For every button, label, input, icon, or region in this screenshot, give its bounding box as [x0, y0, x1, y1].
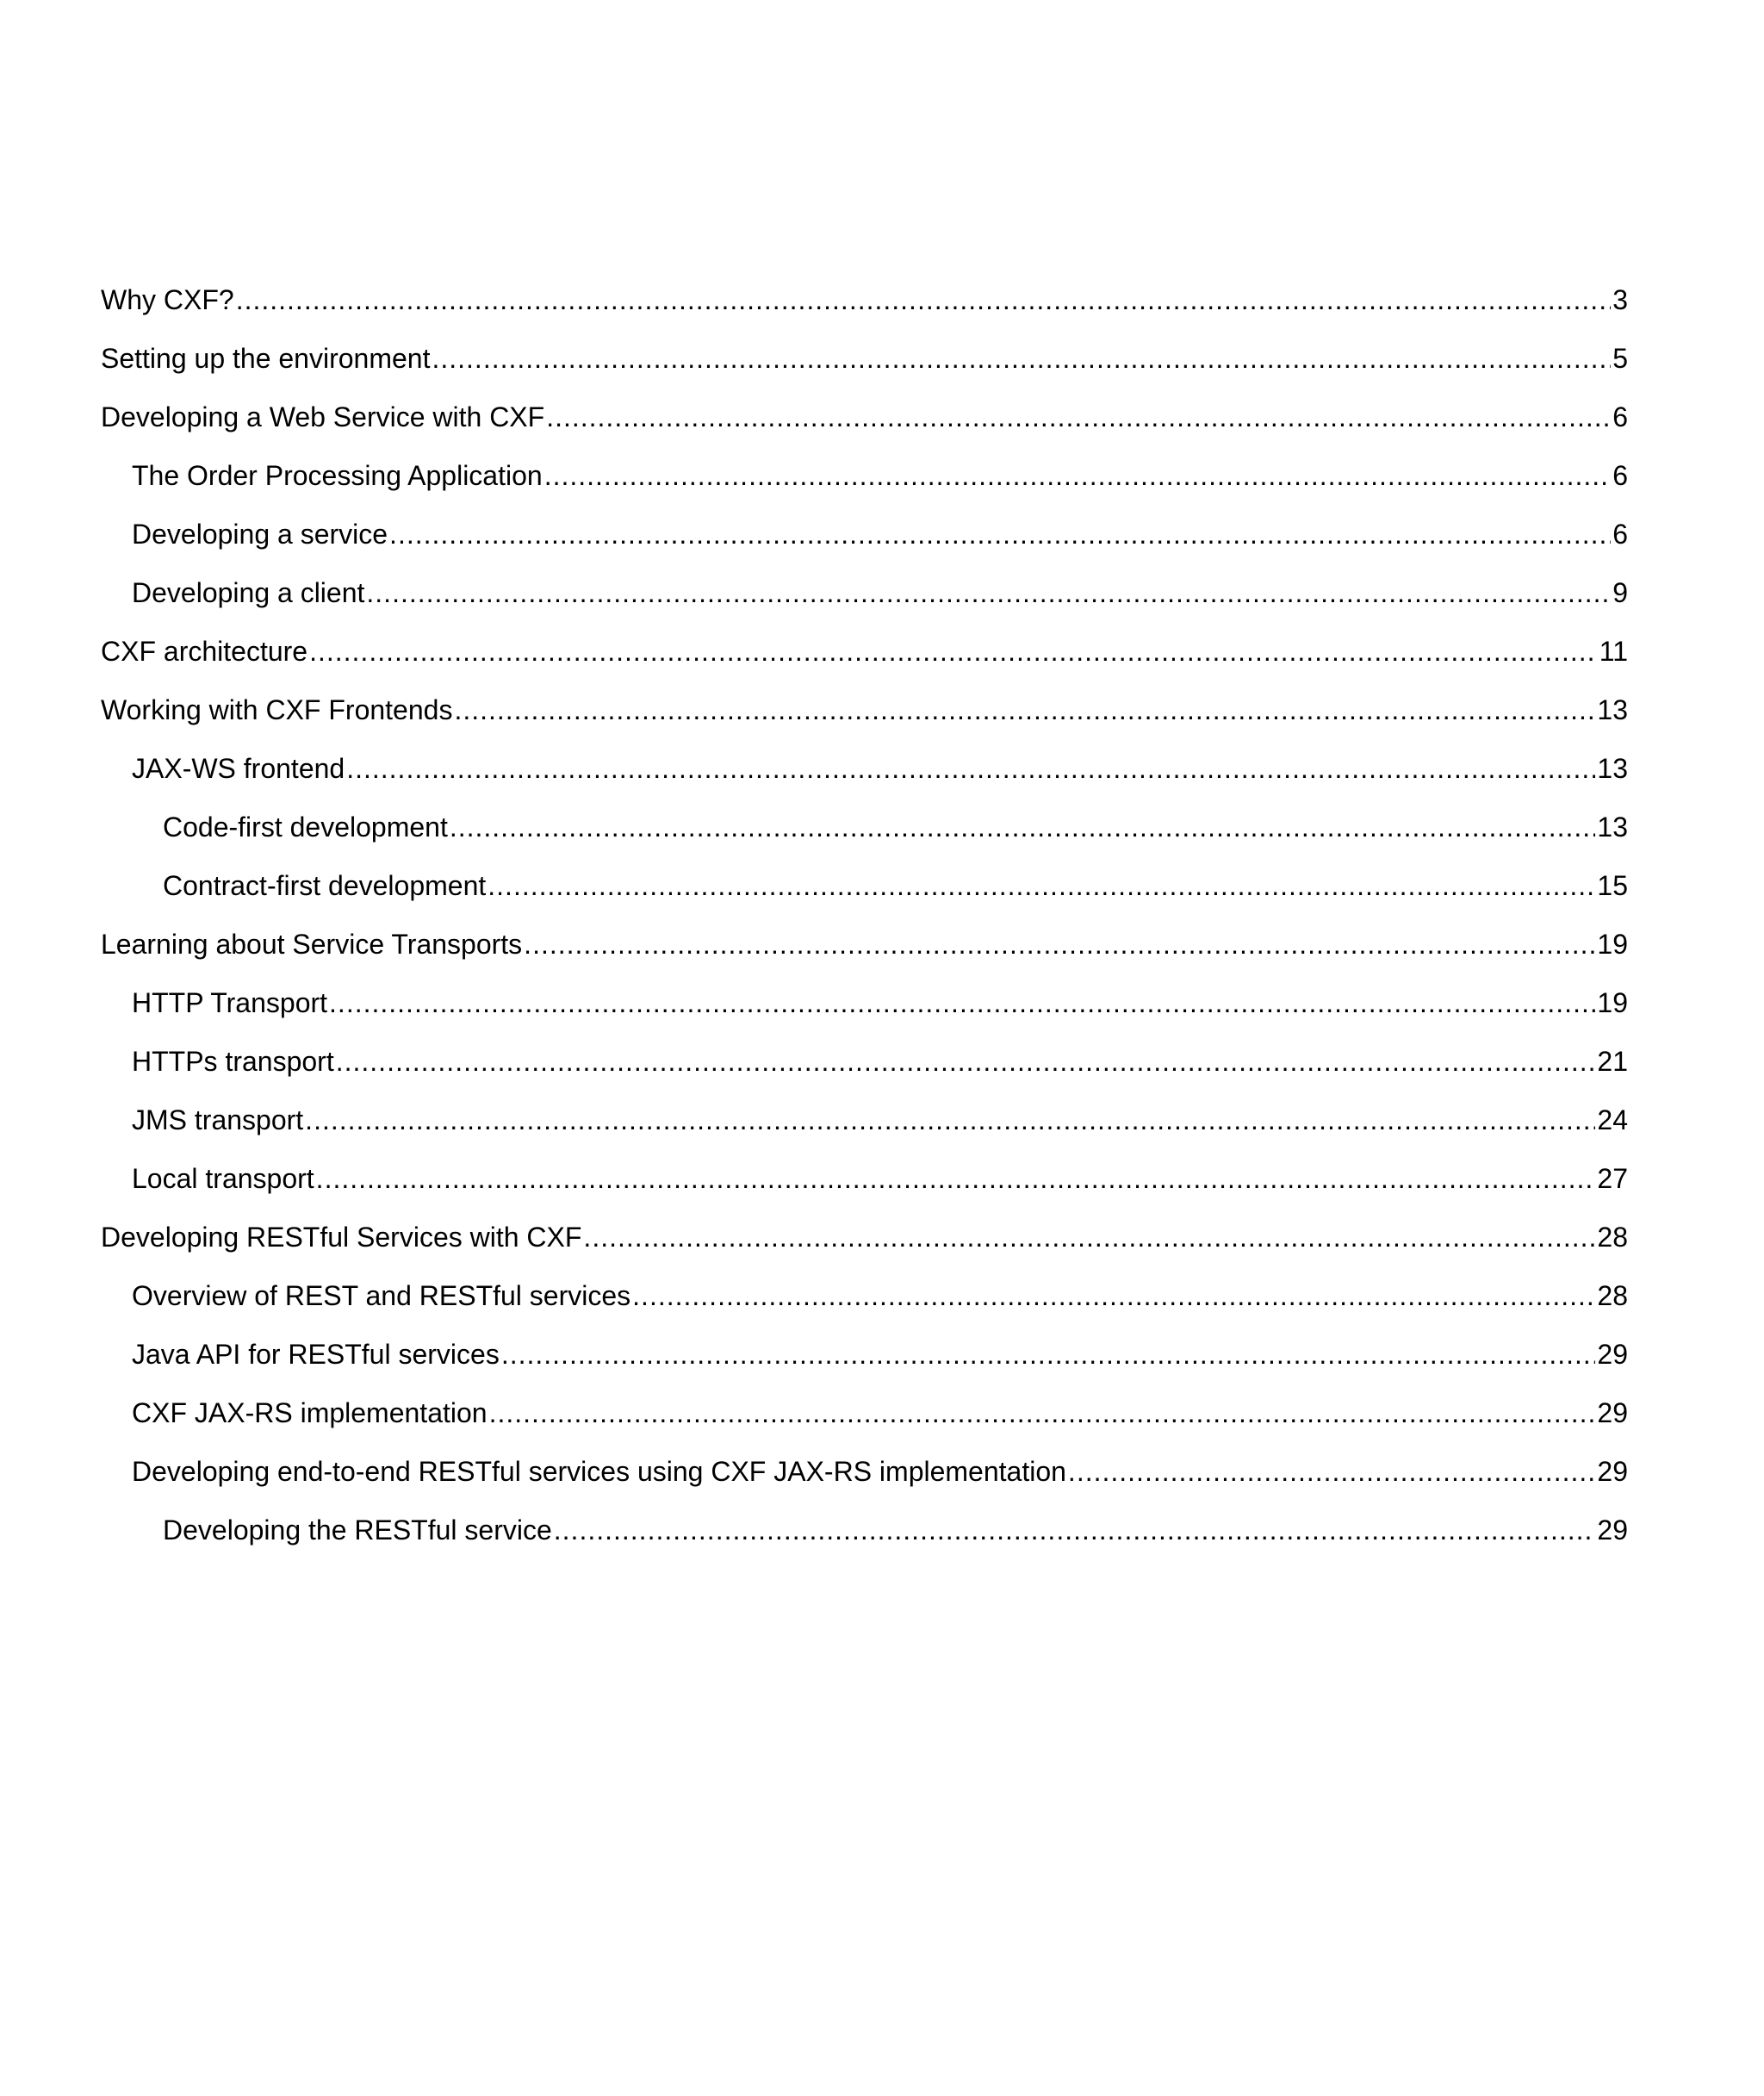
toc-page-number: 6: [1612, 519, 1628, 550]
toc-dot-leader: [544, 458, 1612, 493]
toc-entry[interactable]: [101, 575, 1628, 634]
toc-page-number: 6: [1612, 401, 1628, 432]
toc-page-number: 24: [1597, 1104, 1628, 1135]
toc-dot-leader: [488, 868, 1595, 903]
table-of-contents: [101, 283, 1628, 1571]
toc-entry-title: JAX-WS frontend: [132, 753, 345, 784]
toc-dot-leader: [1068, 1454, 1595, 1489]
toc-entry-title: Developing a service: [132, 519, 388, 550]
toc-page-number: 5: [1612, 343, 1628, 374]
toc-page-number: 21: [1597, 1046, 1628, 1077]
toc-page-number: 28: [1597, 1280, 1628, 1311]
toc-page-number: 29: [1597, 1397, 1628, 1428]
toc-entry[interactable]: [101, 1513, 1628, 1571]
toc-entry-title: Why CXF?: [101, 284, 234, 315]
toc-dot-leader: [366, 575, 1611, 610]
toc-entry-title: The Order Processing Application: [132, 460, 543, 491]
toc-entry[interactable]: [101, 810, 1628, 868]
toc-entry-title: Developing a client: [132, 577, 365, 608]
toc-entry[interactable]: [101, 868, 1628, 927]
toc-entry[interactable]: [101, 1220, 1628, 1278]
toc-page-number: 13: [1597, 753, 1628, 784]
toc-page-number: 29: [1597, 1514, 1628, 1546]
toc-entry-title: HTTP Transport: [132, 987, 328, 1018]
toc-dot-leader: [432, 341, 1611, 376]
toc-entry[interactable]: [101, 693, 1628, 751]
toc-entry[interactable]: [101, 1161, 1628, 1220]
toc-page-number: 29: [1597, 1339, 1628, 1370]
toc-dot-leader: [583, 1220, 1595, 1254]
toc-entry[interactable]: [101, 283, 1628, 341]
toc-entry-title: Working with CXF Frontends: [101, 694, 453, 725]
toc-dot-leader: [305, 1103, 1595, 1137]
toc-entry[interactable]: [101, 751, 1628, 810]
toc-entry-title: Developing the RESTful service: [163, 1514, 552, 1546]
toc-entry[interactable]: [101, 1103, 1628, 1161]
toc-entry-title: Setting up the environment: [101, 343, 431, 374]
toc-dot-leader: [316, 1161, 1596, 1196]
toc-entry[interactable]: [101, 1396, 1628, 1454]
toc-entry[interactable]: [101, 986, 1628, 1044]
toc-entry[interactable]: [101, 400, 1628, 458]
toc-dot-leader: [329, 986, 1595, 1020]
toc-entry[interactable]: [101, 634, 1628, 693]
toc-dot-leader: [454, 693, 1595, 727]
toc-entry[interactable]: [101, 1454, 1628, 1513]
toc-page-number: 3: [1612, 284, 1628, 315]
toc-page-number: 19: [1597, 929, 1628, 960]
toc-entry[interactable]: [101, 458, 1628, 517]
toc-page-number: 6: [1612, 460, 1628, 491]
toc-entry[interactable]: [101, 341, 1628, 400]
toc-dot-leader: [554, 1513, 1596, 1547]
toc-entry-title: Developing a Web Service with CXF: [101, 401, 545, 432]
toc-dot-leader: [524, 927, 1595, 961]
toc-entry-title: Learning about Service Transports: [101, 929, 523, 960]
toc-entry-title: Java API for RESTful services: [132, 1339, 500, 1370]
toc-entry-title: Overview of REST and RESTful services: [132, 1280, 631, 1311]
toc-dot-leader: [389, 517, 1611, 551]
toc-entry-title: Developing end-to-end RESTful services using CXF JAX-RS implementation: [132, 1456, 1066, 1487]
toc-page-number: 19: [1597, 987, 1628, 1018]
toc-entry-title: JMS transport: [132, 1104, 304, 1135]
toc-entry-title: Code-first development: [163, 812, 448, 843]
toc-dot-leader: [236, 283, 1612, 317]
toc-page-number: 13: [1597, 812, 1628, 843]
toc-page-number: 28: [1597, 1222, 1628, 1253]
toc-entry-title: Local transport: [132, 1163, 314, 1194]
toc-entry[interactable]: [101, 517, 1628, 575]
toc-dot-leader: [489, 1396, 1596, 1430]
toc-dot-leader: [632, 1278, 1595, 1313]
toc-entry-title: Contract-first development: [163, 870, 487, 901]
toc-dot-leader: [450, 810, 1596, 844]
toc-entry-title: CXF architecture: [101, 636, 308, 667]
toc-dot-leader: [336, 1044, 1596, 1079]
toc-entry[interactable]: [101, 1278, 1628, 1337]
toc-page-number: 11: [1599, 636, 1628, 667]
toc-page-number: 29: [1597, 1456, 1628, 1487]
toc-entry[interactable]: [101, 1337, 1628, 1396]
toc-page-number: 27: [1597, 1163, 1628, 1194]
toc-page-number: 9: [1612, 577, 1628, 608]
toc-entry[interactable]: [101, 927, 1628, 986]
toc-page-number: 13: [1597, 694, 1628, 725]
toc-page-number: 15: [1597, 870, 1628, 901]
toc-entry-title: Developing RESTful Services with CXF: [101, 1222, 582, 1253]
toc-entry[interactable]: [101, 1044, 1628, 1103]
toc-dot-leader: [501, 1337, 1596, 1371]
toc-entry-title: CXF JAX-RS implementation: [132, 1397, 488, 1428]
toc-dot-leader: [546, 400, 1611, 434]
toc-dot-leader: [346, 751, 1595, 786]
toc-dot-leader: [309, 634, 1598, 669]
toc-entry-title: HTTPs transport: [132, 1046, 334, 1077]
